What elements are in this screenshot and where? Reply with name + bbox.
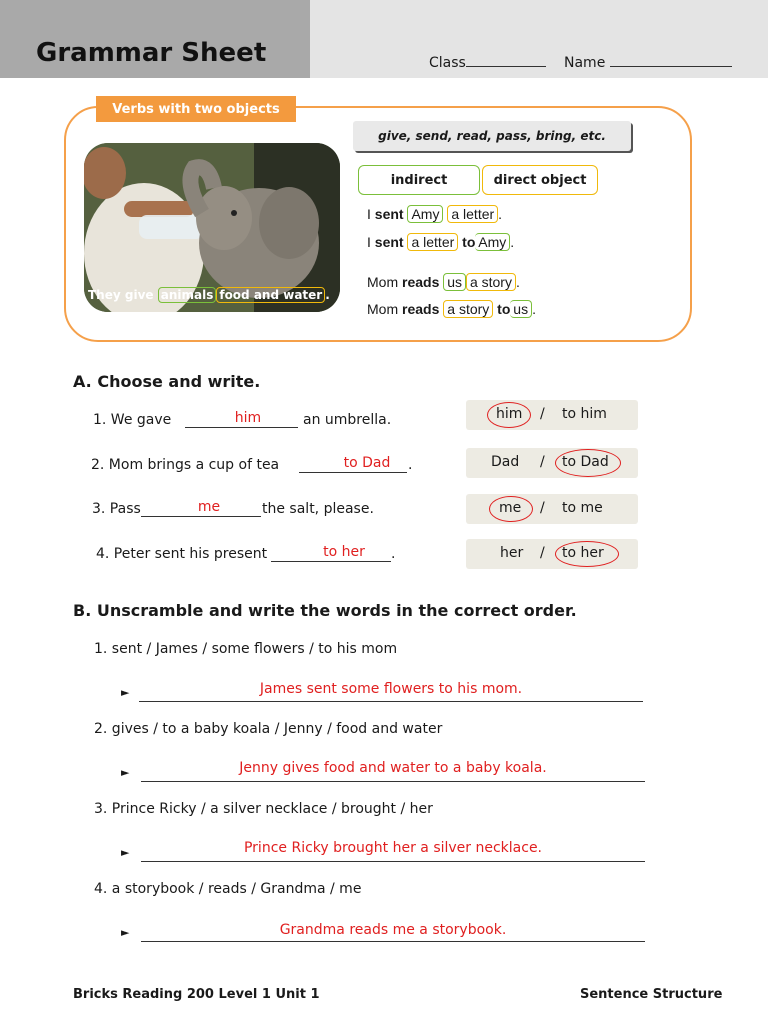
a-answer-4: to her xyxy=(323,544,365,560)
example-indirect: us xyxy=(443,273,466,291)
b-answer-2: Jenny gives food and water to a baby koala. xyxy=(239,760,547,776)
footer-topic: Sentence Structure xyxy=(580,987,723,1002)
a-question-4: 4. Peter sent his present xyxy=(96,546,268,562)
choice-option[interactable]: her xyxy=(500,545,524,561)
a-question-1-after: an umbrella. xyxy=(303,412,392,428)
example-subject: I xyxy=(367,234,371,250)
example-direct: a letter xyxy=(407,233,458,251)
example-indirect: Amy xyxy=(407,205,443,223)
choice-option[interactable]: to her xyxy=(562,545,604,561)
example-end: . xyxy=(498,206,503,222)
example-subject: Mom xyxy=(367,274,399,290)
verbs-list: give, send, read, pass, bring, etc. xyxy=(353,121,631,151)
caption-indirect: animals xyxy=(158,287,217,303)
example-verb: sent xyxy=(374,206,404,222)
a-answer-2: to Dad xyxy=(343,455,391,471)
selected-circle xyxy=(487,402,531,428)
direct-object-label: direct object xyxy=(482,165,598,195)
a-answer-1: him xyxy=(234,410,262,426)
intro-tag: Verbs with two objects xyxy=(96,96,296,122)
page-title: Grammar Sheet xyxy=(36,38,267,68)
arrow-icon: ► xyxy=(121,846,130,859)
example-verb: sent xyxy=(374,234,404,250)
a-choice-box-4 xyxy=(466,539,638,569)
choice-option[interactable]: him xyxy=(496,406,523,422)
choice-option[interactable]: me xyxy=(499,500,522,516)
example-direct: a story xyxy=(443,300,493,318)
a-answer-3: me xyxy=(197,499,221,515)
question-text: 1. We gave xyxy=(93,412,172,428)
example-direct: a letter xyxy=(447,205,498,223)
section-b-heading: B. Unscramble and write the words in the correct order. xyxy=(73,601,577,620)
a-question-2-after: . xyxy=(408,457,413,473)
selected-circle xyxy=(555,449,621,477)
a-question-4-after: . xyxy=(391,546,396,562)
choice-separator: / xyxy=(540,545,545,561)
indirect-label: indirect xyxy=(358,165,480,195)
section-a-heading: A. Choose and write. xyxy=(73,372,261,391)
footer-book-title: Bricks Reading 200 Level 1 Unit 1 xyxy=(73,987,320,1002)
a-question-2: 2. Mom brings a cup of tea xyxy=(91,457,280,473)
example-end: . xyxy=(510,234,515,250)
example-3 xyxy=(367,274,520,290)
a-question-3: 3. Pass xyxy=(92,501,141,517)
choice-option[interactable]: to Dad xyxy=(562,454,609,470)
selected-circle xyxy=(489,496,533,522)
arrow-icon: ► xyxy=(121,926,130,939)
name-blank[interactable] xyxy=(610,52,732,67)
choice-option[interactable]: to him xyxy=(562,406,607,422)
example-4 xyxy=(367,301,536,317)
class-blank[interactable] xyxy=(466,52,546,67)
choice-separator: / xyxy=(540,406,545,422)
b-answer-1: James sent some flowers to his mom. xyxy=(259,681,523,697)
name-label: Name xyxy=(564,55,606,71)
example-prep: to xyxy=(497,301,511,317)
b-prompt-2: 2. gives / to a baby koala / Jenny / food and water xyxy=(94,721,443,737)
example-verb: reads xyxy=(402,274,440,290)
example-subject: I xyxy=(367,206,371,222)
a-choice-box-2 xyxy=(466,448,638,478)
choice-separator: / xyxy=(540,454,545,470)
class-field xyxy=(429,52,546,71)
choice-option[interactable]: to me xyxy=(562,500,603,516)
b-answer-3: Prince Ricky brought her a silver necklace. xyxy=(243,840,543,856)
a-question-3-after: the salt, please. xyxy=(262,501,374,517)
a-choice-box-1 xyxy=(466,400,638,430)
class-label: Class xyxy=(429,55,466,71)
example-direct: a story xyxy=(466,273,516,291)
selected-circle xyxy=(555,541,619,567)
b-prompt-1: 1. sent / James / some flowers / to his mom xyxy=(94,641,398,657)
arrow-icon: ► xyxy=(121,686,130,699)
b-prompt-3: 3. Prince Ricky / a silver necklace / brought / her xyxy=(94,801,433,817)
example-indirect: Amy xyxy=(475,233,510,251)
b-prompt-4: 4. a storybook / reads / Grandma / me xyxy=(94,881,362,897)
caption-suffix: . xyxy=(325,288,330,302)
photo-caption xyxy=(88,288,330,302)
example-1 xyxy=(367,206,502,222)
caption-prefix: They give xyxy=(88,288,154,302)
name-field xyxy=(564,52,732,71)
b-answer-4: Grandma reads me a storybook. xyxy=(279,922,507,938)
choice-separator: / xyxy=(540,500,545,516)
caption-direct: food and water xyxy=(216,287,325,303)
a-question-1 xyxy=(93,412,171,428)
example-end: . xyxy=(515,274,520,290)
example-prep: to xyxy=(462,234,476,250)
example-end: . xyxy=(532,301,536,317)
example-2 xyxy=(367,234,514,250)
example-verb: reads xyxy=(402,301,440,317)
example-indirect: us xyxy=(510,300,532,318)
example-subject: Mom xyxy=(367,301,399,317)
a-choice-box-3 xyxy=(466,494,638,524)
arrow-icon: ► xyxy=(121,766,130,779)
choice-option[interactable]: Dad xyxy=(491,454,520,470)
